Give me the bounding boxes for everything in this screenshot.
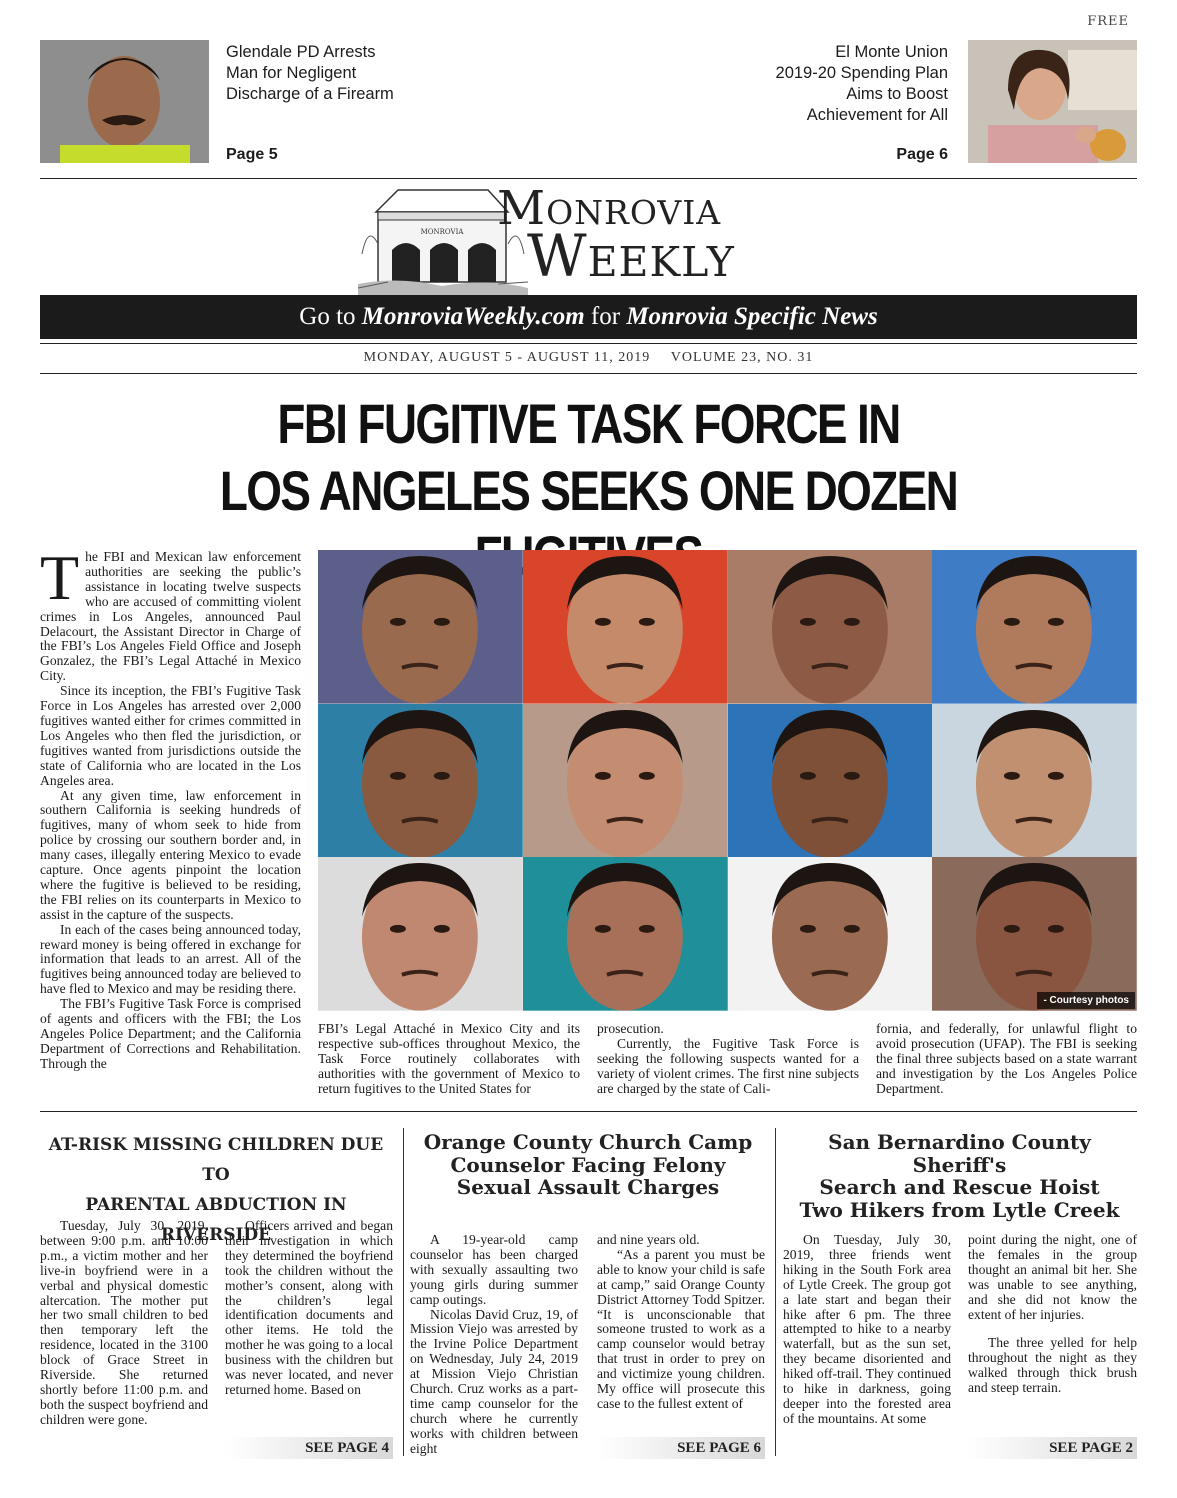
lead-story-column-1: T he FBI and Mexican law enforcement authorities are seeking the public’s assistance in locating twelve suspects who are accused of committing violent crimes in Los Angeles, announced Paul Delacourt, the Assistant Director in Charge of the FBI’s Los Angeles Field Office and Joseph Gonzalez, the FBI’s Legal Attaché in Mexico City. Since its inception, the FBI’s Fugitive Task Force in Los Angeles has arrested over 2,000 fugitives wanted either for crimes committed in Los Angeles who then fled the jurisdiction, or fugitives wanted from jurisdictions outside the state of California who are located in the Los Angeles area. At any given time, law enforcement in southern California is seeking hundreds of fugitives, many of whom seek to hide from police by crossing our southern border and, in many cases, illegally entering Mexico to evade capture. Once agents pinpoint the location where the fugitive is believed to be residing, the FBI relies on its counterparts in Mexico to assist in the capture of the suspects. In each of the cases being announced today, reward money is being offered in exchange for information that leads to an arrest. All of the fugitives being announced today are believed to have fled to Mexico and may be residing there. The FBI’s Fugitive Task Force is comprised of agents and officers with the FBI; the Los Angeles Police Department; and the California Department of Corrections and Rehabilitation. Through the	[40, 542, 301, 1071]
story-2-column-2: and nine years old. “As a parent you must be able to know your child is safe at camp,” said Orange County District Attorney Todd Spitzer. “It is unconscionable that someone trusted to work as a camp counselor would betray that trust in order to prey on and victimize young children. My office will prosecute this case to the fullest extent of	[597, 1232, 765, 1411]
story-3-see-page-link[interactable]: SEE PAGE 2	[968, 1437, 1137, 1459]
teaser-left-headline[interactable]: Glendale PD Arrests Man for Negligent Discharge of a Firearm	[226, 43, 394, 103]
story-3-column-1: On Tuesday, July 30, 2019, three friends went hiking in the South Fork area of Lytle Creek. The group got a late start and began their hike after 6 pm. The three attempted to hike to a nearby waterfall, but as the sun set, they became disoriented and hiked off-trail. They continued to hike in darkness, going deeper into the forested area of the mountains. At some	[783, 1232, 951, 1426]
website-link[interactable]: MonroviaWeekly.com	[361, 303, 585, 330]
fugitive-photo	[932, 704, 1137, 858]
main-headline-line1[interactable]: FBI FUGITIVE TASK FORCE IN	[277, 392, 900, 455]
story-1-column-2: Officers arrived and began their investigation in which they determined the boyfriend took the children without the mother’s consent, along with the children’s legal identification documents and other items. He told the mother he was going to a local business with the children but was never located, and never returned home. Based on	[225, 1218, 393, 1397]
fugitive-photo	[932, 550, 1137, 704]
fugitive-photo	[523, 704, 728, 858]
free-label: FREE	[1087, 14, 1129, 29]
story-2-see-page-link[interactable]: SEE PAGE 6	[597, 1437, 765, 1459]
dateline-top-rule	[40, 343, 1137, 344]
fugitive-photo	[728, 857, 933, 1011]
fugitive-photo	[318, 550, 523, 704]
fugitive-photo	[318, 857, 523, 1011]
story-1-headline[interactable]: AT-RISK MISSING CHILDREN DUE TO PARENTAL ABDUCTION IN RIVERSIDE	[48, 1135, 384, 1245]
masthead-title-line2: Weekly	[527, 222, 735, 290]
issue-volume: VOLUME 23, NO. 31	[670, 350, 814, 365]
teaser-left-photo[interactable]	[40, 40, 209, 163]
teaser-right-page[interactable]: Page 6	[896, 146, 948, 163]
teaser-right-photo[interactable]	[968, 40, 1137, 163]
story-divider-1	[403, 1128, 404, 1456]
teaser-left-page[interactable]: Page 5	[226, 146, 278, 163]
issue-date: MONDAY, AUGUST 5 - AUGUST 11, 2019	[363, 350, 651, 365]
lead-story-column-4: fornia, and federally, for unlawful flight to avoid prosecution (UFAP). The FBI is seeking the final three subjects based on a state warrant and investigation by the Los Angeles Police Department.	[876, 1021, 1137, 1096]
section-divider-rule	[40, 1111, 1137, 1112]
building-sign-text: MONROVIA	[420, 228, 464, 236]
website-banner[interactable]: Go to MonroviaWeekly.com for Monrovia Specific News	[40, 295, 1137, 339]
lead-dropcap: T	[40, 542, 80, 613]
masthead-title-line1: Monrovia	[497, 181, 722, 236]
fugitive-photo	[728, 550, 933, 704]
teaser-right-headline[interactable]: El Monte Union 2019-20 Spending Plan Aims to Boost Achievement for All	[775, 43, 948, 124]
dateline-bottom-rule	[40, 373, 1137, 374]
story-2-column-1: A 19-year-old camp counselor has been charged with sexually assaulting two young girls during summer camp outings. Nicolas David Cruz, 19, of Mission Viejo was arrested by the Irvine Police Department on Wednesday, July 24, 2019 at Mission Viejo Christian Church. Cruz works as a part-time camp counselor for the church where he currently works with children between eight	[410, 1232, 578, 1456]
story-2-headline[interactable]: Orange County Church Camp Counselor Facing Felony Sexual Assault Charges	[423, 1130, 753, 1199]
fugitive-photo	[523, 857, 728, 1011]
story-divider-2	[775, 1128, 776, 1456]
top-rule	[40, 178, 1137, 179]
story-1-see-page-link[interactable]: SEE PAGE 4	[225, 1437, 393, 1459]
fugitive-photo-grid	[318, 550, 1137, 1011]
fugitive-photo	[318, 704, 523, 858]
fugitive-photo	[932, 857, 1137, 1011]
lead-story-column-3: prosecution. Currently, the Fugitive Task Force is seeking the following suspects wanted for a variety of violent crimes. The first nine subjects are charged by the state of Cali-	[597, 1021, 859, 1096]
story-3-headline[interactable]: San Bernardino County Sheriff's Search and Rescue Hoist Two Hikers from Lytle Creek	[799, 1130, 1120, 1222]
fugitive-photo	[523, 550, 728, 704]
dateline	[0, 350, 1177, 366]
fugitive-photo	[728, 704, 933, 858]
main-headline-line2[interactable]: LOS ANGELES SEEKS ONE DOZEN	[219, 459, 958, 522]
story-3-column-2: point during the night, one of the females in the group thought an animal bit her. She was unable to see anything, and she did not know the extent of her injuries. The three yelled for help throughout the night as they walked through thick brush and steep terrain.	[968, 1232, 1137, 1396]
photo-credit: - Courtesy photos	[1037, 992, 1135, 1009]
story-1-column-1: Tuesday, July 30, 2019, between 9:00 p.m. and 10:00 p.m., a victim mother and her live-in boyfriend were in a verbal and physical domestic altercation. The mother put her two small children to bed then temporary left the residence, located in the 3100 block of Grace Street in Riverside. She returned shortly before 11:00 p.m. and both the suspect boyfriend and children were gone.	[40, 1218, 208, 1427]
lead-story-column-2: FBI’s Legal Attaché in Mexico City and its respective sub-offices throughout Mexico, the Task Force routinely collaborates with authorities with the government of Mexico to return fugitives to the United States for	[318, 1021, 580, 1096]
